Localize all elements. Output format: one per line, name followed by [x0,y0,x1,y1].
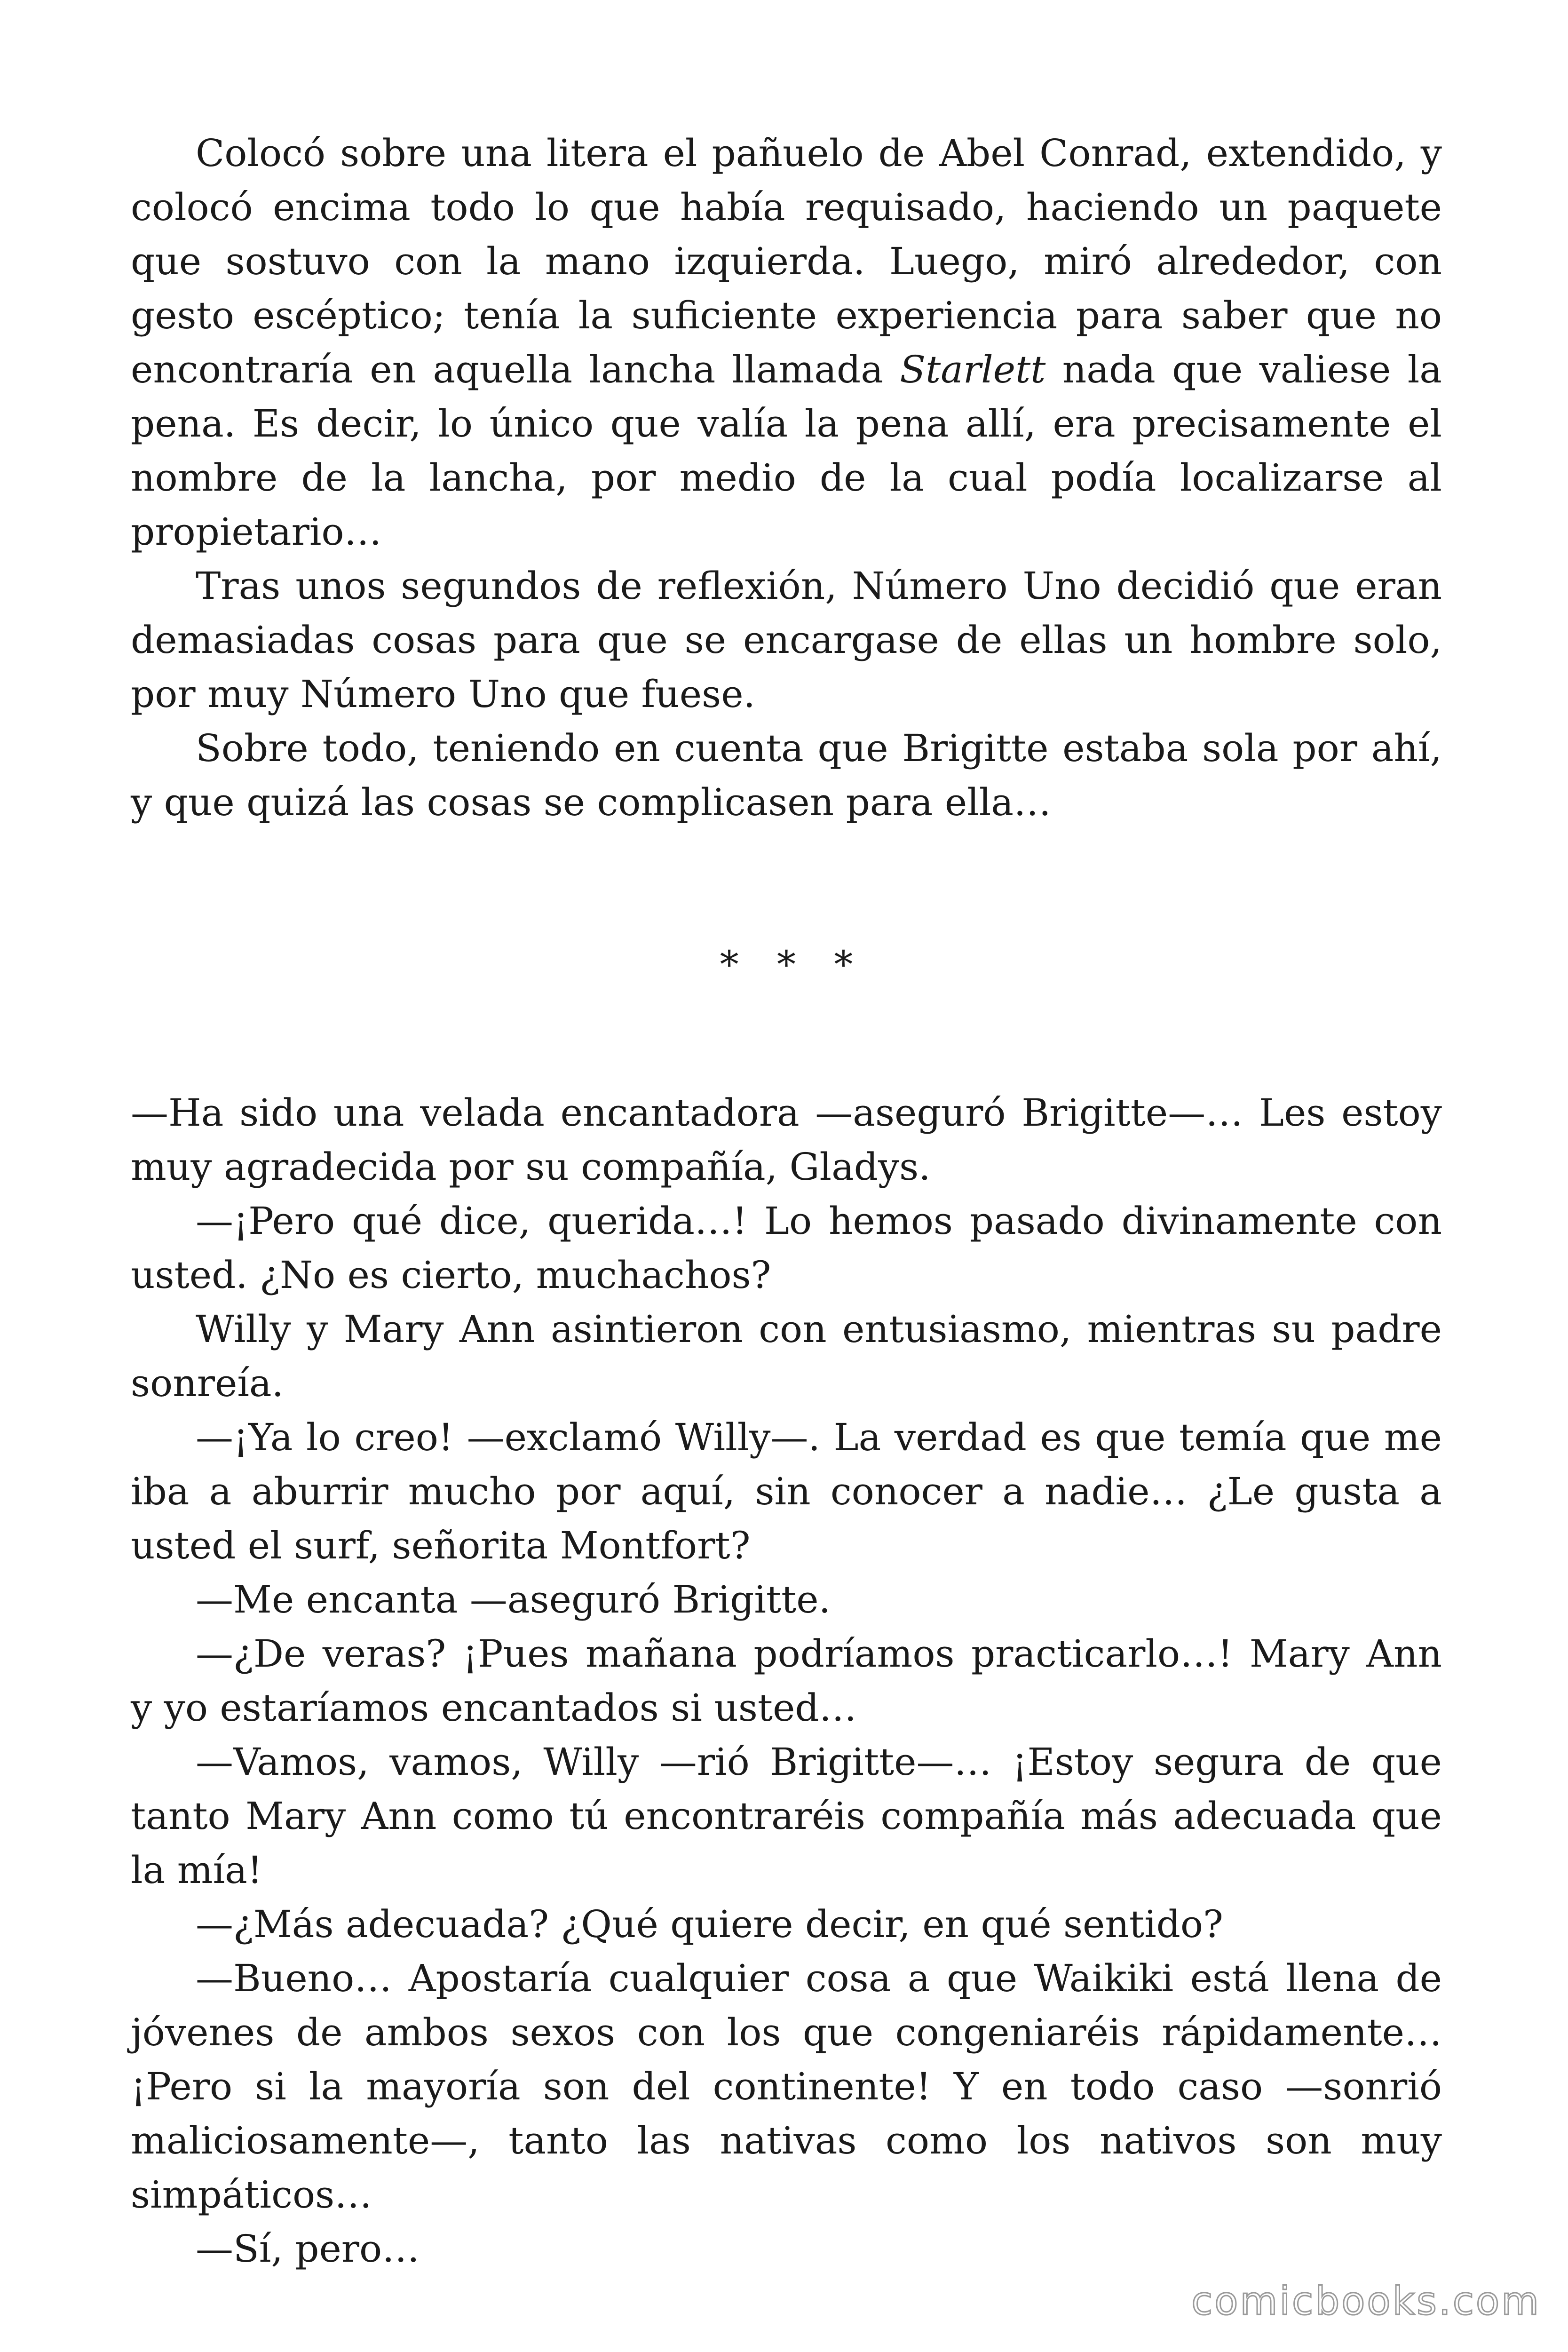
paragraph: —Bueno… Apostaría cualquier cosa a que Waikiki está llena de jóvenes de ambos sexos con los que congeniaréis rápidamente… ¡Pero si la mayoría son del continente! Y en todo caso —sonrió maliciosamente—, tanto las nativas como los nativos son muy simpáticos… [131,1956,1442,2217]
boat-name: Starlett [900,348,1046,391]
paragraph: —Vamos, vamos, Willy —rió Brigitte—… ¡Estoy segura de que tanto Mary Ann como tú encontraréis compañía más adecuada que la mía! [131,1740,1442,1892]
paragraph-text: nada que valiese la pena. Es decir, lo único que valía la pena allí, era precisamente el nombre de la lancha, por medio de la cual podía localizarse al propietario… [131,348,1442,554]
paragraph: —Me encanta —aseguró Brigitte. [196,1578,831,1621]
book-page [131,126,1442,2276]
paragraph: —¿De veras? ¡Pues mañana podríamos practicarlo…! Mary Ann y yo estaríamos encantados si usted… [131,1632,1442,1730]
paragraph: —¿Más adecuada? ¿Qué quiere decir, en qué sentido? [196,1902,1223,1946]
paragraph: —¡Ya lo creo! —exclamó Willy—. La verdad es que temía que me iba a aburrir mucho por aquí, sin conocer a nadie… ¿Le gusta a usted el surf, señorita Montfort? [131,1415,1442,1567]
paragraph: —Sí, pero… [196,2227,420,2271]
paragraph: Willy y Mary Ann asintieron con entusiasmo, mientras su padre sonreía. [131,1307,1442,1405]
paragraph: —¡Pero qué dice, querida…! Lo hemos pasado divinamente con usted. ¿No es cierto, muchachos? [131,1199,1442,1297]
paragraph [131,126,1442,559]
paragraph-text: Colocó sobre una litera el pañuelo de Abel Conrad, extendido, y colocó encima todo lo que había requisado, haciendo un paquete que sostuvo con la mano izquierda. Luego, miró alrededor, con gesto escéptico; tenía la suficiente experiencia para saber que no encontraría en aquella lancha llamada [131,131,1442,391]
paragraph: —Ha sido una velada encantadora —aseguró Brigitte—… Les estoy muy agradecida por su compañía, Gladys. [131,1091,1442,1189]
paragraph: Tras unos segundos de reflexión, Número Uno decidió que eran demasiadas cosas para que se encargase de ellas un hombre solo, por muy Número Uno que fuese. [131,564,1442,716]
watermark: comicbooks.com [1191,2279,1541,2324]
section-break: * * * [720,943,866,986]
paragraph: Sobre todo, teniendo en cuenta que Brigitte estaba sola por ahí, y que quizá las cosas se complicasen para ella… [131,726,1442,824]
